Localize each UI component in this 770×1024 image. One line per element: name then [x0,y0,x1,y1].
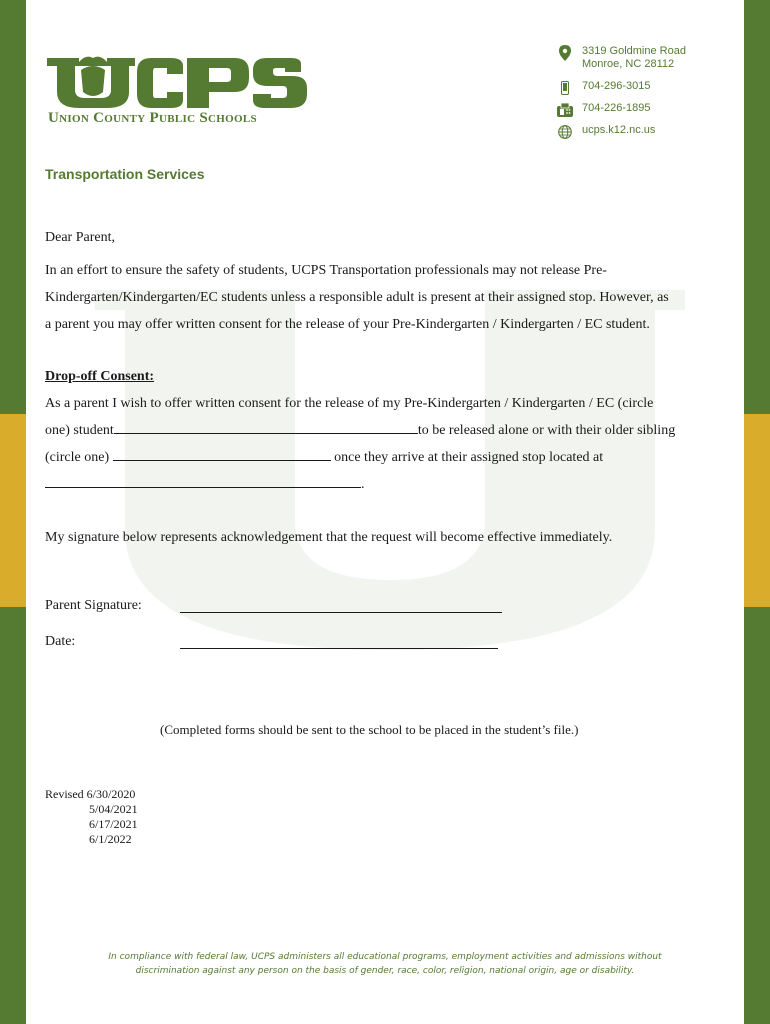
location-pin-icon [556,45,574,61]
logo-subtitle: Union County Public Schools [48,110,257,126]
contact-phone: 704-296-3015 [582,80,651,92]
logo-text: UCPS [45,52,48,53]
revision-date: 6/1/2022 [89,832,132,846]
compliance-footer [100,950,670,978]
contact-web-row [556,124,686,146]
logo-s [253,58,307,108]
intro-line-1: In an effort to ensure the safety of students, UCPS Transportation professionals may not release Pre- [45,263,607,278]
completion-note: (Completed forms should be sent to the school to be placed in the student’s file.) [160,722,579,737]
contact-block [556,45,686,146]
logo-c [137,58,183,108]
mobile-phone-icon [556,80,574,96]
consent-line-3 [45,444,675,471]
fax-icon [556,102,574,118]
revision-date: 6/17/2021 [89,817,138,831]
consent-line-2b: to be released alone or with their older sibling [417,423,676,438]
consent-line-3a: (circle one) [45,450,110,465]
revised-label: Revised 6/30/2020 [45,787,136,801]
department-title: Transportation Services [45,166,205,182]
footer-line-2: discrimination against any person on the basis of gender, race, color, religion, national origin, age or disability. [135,966,635,976]
contact-address-row [556,45,686,80]
globe-icon [556,124,574,140]
acknowledgement: My signature below represents acknowledgement that the request will become effective immediately. [45,530,613,545]
intro-line-2: Kindergarten/Kindergarten/EC students unless a responsible adult is present at their assigned stop. However, as [45,290,669,305]
sibling-blank[interactable] [113,446,331,461]
date-label: Date: [45,634,76,649]
contact-phone-row [556,80,686,102]
contact-website[interactable]: ucps.k12.nc.us [582,124,656,136]
date-line[interactable] [180,647,498,649]
section-heading: Drop-off Consent: [45,369,155,384]
stop-location-blank[interactable] [45,473,361,488]
contact-fax-row [556,102,686,124]
contact-address: 3319 Goldmine Road Monroe, NC 28112 [582,45,686,70]
revision-date: 5/04/2021 [89,802,138,816]
consent-line-3b: once they arrive at their assigned stop located at [334,450,604,465]
signature-label: Parent Signature: [45,598,142,613]
logo-p [187,58,249,108]
intro-line-3: a parent you may offer written consent for the release of your Pre-Kindergarten / Kindergarten / EC student. [45,317,650,332]
revision-history [45,787,138,847]
left-gold-band [0,414,26,607]
consent-section [45,363,675,498]
logo-u-emblem [47,57,135,108]
consent-line-4-end: . [361,477,365,492]
consent-line-4 [45,471,675,498]
signature-line[interactable] [180,611,502,613]
right-gold-band [744,414,770,607]
salutation: Dear Parent, [45,230,115,245]
consent-line-2 [45,417,675,444]
contact-fax: 704-226-1895 [582,102,651,114]
student-name-blank[interactable] [114,419,418,434]
consent-line-1: As a parent I wish to offer written consent for the release of my Pre-Kindergarten / Kindergarten / EC (circle [45,396,654,411]
footer-line-1: In compliance with federal law, UCPS administers all educational programs, employment activities and admissions without [108,952,662,962]
consent-line-2a: one) student [45,423,114,438]
intro-paragraph [45,257,669,338]
